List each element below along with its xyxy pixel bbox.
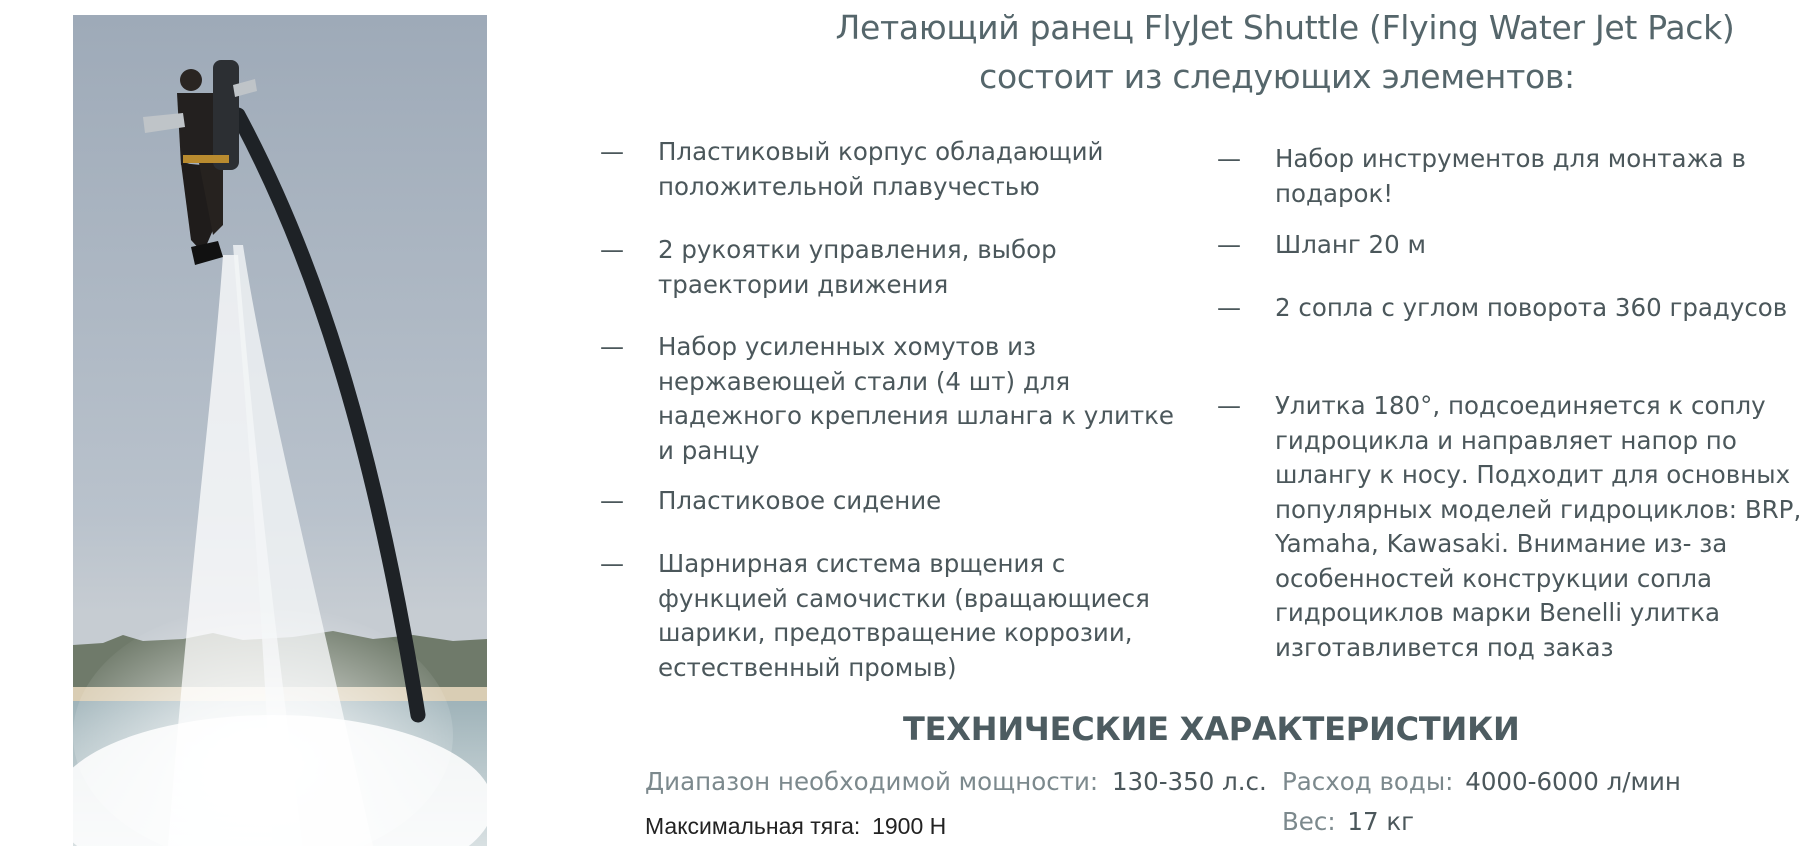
- page-title: Летающий ранец FlyJet Shuttle (Flying Water Jet Pack): [835, 8, 1735, 47]
- list-item-line: функцией самочистки (вращающиеся: [658, 583, 1150, 613]
- spec-label: Диапазон необходимой мощности:: [645, 767, 1099, 796]
- list-item-line: гидроцикла и направляет напор по: [1275, 425, 1737, 455]
- spec-power: [645, 766, 1267, 798]
- spec-label: Вес:: [1282, 807, 1336, 836]
- dash-bullet: —: [1217, 145, 1241, 173]
- list-item-line: естественный промыв): [658, 652, 957, 682]
- list-item-line: шлангу к носу. Подходит для основных: [1275, 460, 1791, 489]
- specs-heading: ТЕХНИЧЕСКИЕ ХАРАКТЕРИСТИКИ: [903, 710, 1520, 748]
- list-item-line: 2 рукоятки управления, выбор: [658, 235, 1057, 264]
- spec-value: 17 кг: [1347, 807, 1415, 836]
- dash-bullet: —: [600, 487, 624, 515]
- list-item-line: изготавливется под заказ: [1275, 632, 1614, 662]
- list-item-line: Шарнирная система врщения с: [658, 549, 1066, 578]
- list-item-line: Пластиковый корпус обладающий: [658, 137, 1104, 166]
- spec-label: Расход воды:: [1282, 767, 1454, 796]
- list-item-line: Шланг 20 м: [1275, 230, 1426, 259]
- list-item-line: Улитка 180°, подсоединяется к соплу: [1275, 391, 1766, 420]
- spec-value: 4000-6000 л/мин: [1465, 767, 1681, 796]
- page-subtitle: состоит из следующих элементов:: [979, 57, 1575, 96]
- list-item-line: особенностей конструкции сопла: [1275, 563, 1713, 593]
- list-item-line: Набор усиленных хомутов из: [658, 332, 1037, 361]
- list-item-line: Набор инструментов для монтажа в: [1275, 144, 1746, 173]
- list-item-line: шарики, предотвращение коррозии,: [658, 618, 1133, 647]
- list-item-line: Пластиковое сидение: [658, 486, 942, 515]
- dash-bullet: —: [1217, 294, 1241, 322]
- list-item-line: и ранцу: [658, 435, 760, 465]
- list-item-line: положительной плавучестью: [658, 171, 1040, 201]
- jetpack-photo: [73, 15, 487, 846]
- list-item-line: надежного крепления шланга к улитке: [658, 401, 1175, 430]
- list-item-line: 2 сопла с углом поворота 360 градусов: [1275, 293, 1788, 322]
- dash-bullet: —: [600, 138, 624, 166]
- spec-thrust: [645, 810, 946, 842]
- list-item-line: Yamaha, Kawasaki. Внимание из- за: [1275, 529, 1728, 558]
- spec-label: Максимальная тяга:: [645, 813, 861, 839]
- dash-bullet: —: [1217, 231, 1241, 259]
- spec-value: 130-350 л.с.: [1111, 767, 1267, 796]
- spec-value: 1900 Н: [872, 813, 947, 839]
- spec-water: [1282, 766, 1681, 798]
- dash-bullet: —: [600, 550, 624, 578]
- dash-bullet: —: [600, 236, 624, 264]
- dash-bullet: —: [600, 333, 624, 361]
- list-item-line: траектории движения: [658, 269, 949, 299]
- list-item-line: нержавеющей стали (4 шт) для: [658, 366, 1071, 396]
- list-item-line: подарок!: [1275, 178, 1394, 208]
- dash-bullet: —: [1217, 392, 1241, 420]
- list-item-line: популярных моделей гидроциклов: BRP,: [1275, 494, 1802, 524]
- jetpack-photo-illustration: [73, 15, 487, 846]
- list-item-line: гидроциклов марки Benelli улитка: [1275, 598, 1720, 627]
- spec-weight: [1282, 806, 1414, 838]
